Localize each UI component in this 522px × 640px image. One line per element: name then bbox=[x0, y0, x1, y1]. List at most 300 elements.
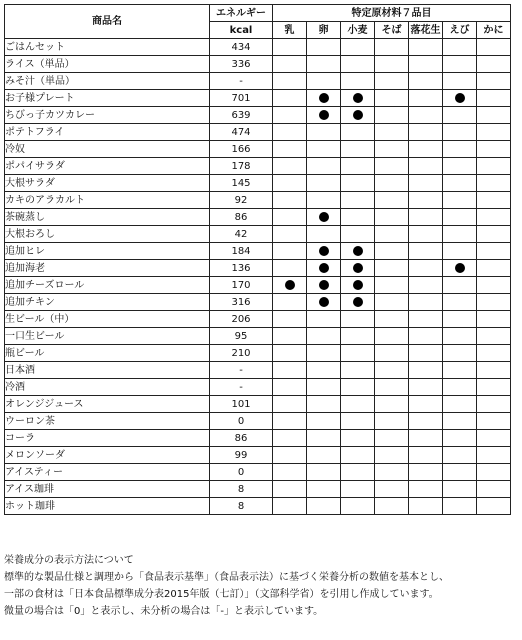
product-name: アイスティー bbox=[5, 464, 210, 481]
allergen-cell bbox=[307, 124, 341, 141]
table-row bbox=[5, 141, 511, 158]
allergen-cell bbox=[307, 56, 341, 73]
product-name: 瓶ビール bbox=[5, 345, 210, 362]
energy-value: 86 bbox=[210, 209, 273, 226]
allergen-cell bbox=[273, 141, 307, 158]
allergen-cell bbox=[375, 345, 409, 362]
energy-value: - bbox=[210, 379, 273, 396]
allergen-cell bbox=[341, 192, 375, 209]
allergen-cell bbox=[477, 56, 511, 73]
allergen-cell bbox=[273, 345, 307, 362]
allergen-cell bbox=[273, 447, 307, 464]
allergen-cell bbox=[409, 345, 443, 362]
product-name: 一口生ビール bbox=[5, 328, 210, 345]
allergen-cell bbox=[307, 379, 341, 396]
allergen-cell bbox=[273, 464, 307, 481]
energy-value: - bbox=[210, 362, 273, 379]
allergen-cell bbox=[477, 226, 511, 243]
table-row bbox=[5, 328, 511, 345]
allergen-cell bbox=[341, 90, 375, 107]
allergen-cell bbox=[273, 277, 307, 294]
allergen-cell bbox=[443, 260, 477, 277]
allergen-cell bbox=[477, 481, 511, 498]
product-name: コーラ bbox=[5, 430, 210, 447]
allergen-cell bbox=[443, 481, 477, 498]
table-row bbox=[5, 362, 511, 379]
allergen-cell bbox=[375, 209, 409, 226]
allergen-cell bbox=[375, 481, 409, 498]
table-row bbox=[5, 260, 511, 277]
allergen-cell bbox=[375, 464, 409, 481]
allergen-cell bbox=[375, 311, 409, 328]
allergen-cell bbox=[341, 39, 375, 56]
allergen-cell bbox=[273, 158, 307, 175]
allergen-cell bbox=[443, 226, 477, 243]
energy-value: 316 bbox=[210, 294, 273, 311]
allergen-cell bbox=[409, 56, 443, 73]
product-name: オレンジジュース bbox=[5, 396, 210, 413]
table-row bbox=[5, 379, 511, 396]
energy-value: 95 bbox=[210, 328, 273, 345]
product-name: 追加チーズロール bbox=[5, 277, 210, 294]
allergen-cell bbox=[443, 124, 477, 141]
allergen-cell bbox=[273, 192, 307, 209]
energy-value: - bbox=[210, 73, 273, 90]
table-row bbox=[5, 192, 511, 209]
allergen-cell bbox=[341, 260, 375, 277]
allergen-cell bbox=[477, 73, 511, 90]
energy-value: 639 bbox=[210, 107, 273, 124]
allergen-cell bbox=[341, 73, 375, 90]
allergen-cell bbox=[375, 294, 409, 311]
allergen-cell bbox=[409, 464, 443, 481]
product-name: 追加ヒレ bbox=[5, 243, 210, 260]
allergen-cell bbox=[375, 90, 409, 107]
allergen-cell bbox=[375, 107, 409, 124]
allergen-cell bbox=[409, 260, 443, 277]
allergen-cell bbox=[307, 73, 341, 90]
table-row bbox=[5, 243, 511, 260]
table-row bbox=[5, 209, 511, 226]
allergen-header: 卵 bbox=[307, 22, 341, 39]
allergen-cell bbox=[341, 362, 375, 379]
table-row bbox=[5, 345, 511, 362]
allergen-cell bbox=[375, 124, 409, 141]
allergen-dot-icon bbox=[319, 263, 329, 273]
allergen-cell bbox=[477, 209, 511, 226]
allergen-cell bbox=[477, 243, 511, 260]
product-name: ウーロン茶 bbox=[5, 413, 210, 430]
allergen-cell bbox=[409, 141, 443, 158]
allergen-cell bbox=[273, 56, 307, 73]
allergen-cell bbox=[307, 158, 341, 175]
allergen-cell bbox=[375, 277, 409, 294]
allergen-cell bbox=[375, 396, 409, 413]
allergen-dot-icon bbox=[455, 93, 465, 103]
allergen-cell bbox=[341, 209, 375, 226]
allergen-dot-icon bbox=[285, 280, 295, 290]
product-name: アイス珈琲 bbox=[5, 481, 210, 498]
allergen-cell bbox=[341, 243, 375, 260]
allergen-cell bbox=[443, 413, 477, 430]
energy-value: 170 bbox=[210, 277, 273, 294]
allergen-cell bbox=[273, 209, 307, 226]
allergen-dot-icon bbox=[353, 280, 363, 290]
allergen-cell bbox=[443, 175, 477, 192]
notes-line: 微量の場合は「0」と表示し、未分析の場合は「-」と表示しています。 bbox=[4, 606, 324, 617]
energy-value: 42 bbox=[210, 226, 273, 243]
energy-value: 184 bbox=[210, 243, 273, 260]
energy-value: 210 bbox=[210, 345, 273, 362]
allergen-cell bbox=[477, 294, 511, 311]
allergen-header: 乳 bbox=[273, 22, 307, 39]
table-row bbox=[5, 430, 511, 447]
allergen-cell bbox=[477, 498, 511, 515]
allergen-table bbox=[4, 4, 511, 515]
allergen-cell bbox=[273, 430, 307, 447]
allergen-cell bbox=[477, 413, 511, 430]
allergen-dot-icon bbox=[353, 93, 363, 103]
product-name: みそ汁（単品） bbox=[5, 73, 210, 90]
allergen-cell bbox=[477, 430, 511, 447]
allergen-cell bbox=[273, 311, 307, 328]
product-name: 追加海老 bbox=[5, 260, 210, 277]
allergen-cell bbox=[341, 464, 375, 481]
allergen-cell bbox=[273, 260, 307, 277]
allergen-cell bbox=[477, 158, 511, 175]
allergen-cell bbox=[443, 447, 477, 464]
allergen-dot-icon bbox=[319, 297, 329, 307]
allergen-cell bbox=[443, 498, 477, 515]
energy-value: 0 bbox=[210, 413, 273, 430]
table-row bbox=[5, 396, 511, 413]
product-name: 大根おろし bbox=[5, 226, 210, 243]
allergen-cell bbox=[307, 175, 341, 192]
allergen-cell bbox=[307, 396, 341, 413]
allergen-cell bbox=[341, 226, 375, 243]
allergen-cell bbox=[375, 498, 409, 515]
table-row bbox=[5, 107, 511, 124]
allergen-dot-icon bbox=[319, 93, 329, 103]
product-name: メロンソーダ bbox=[5, 447, 210, 464]
table-row bbox=[5, 447, 511, 464]
energy-value: 474 bbox=[210, 124, 273, 141]
allergen-cell bbox=[307, 498, 341, 515]
allergen-cell bbox=[409, 396, 443, 413]
product-name: お子様プレート bbox=[5, 90, 210, 107]
allergen-cell bbox=[477, 141, 511, 158]
allergen-dot-icon bbox=[319, 246, 329, 256]
allergen-cell bbox=[341, 345, 375, 362]
allergen-cell bbox=[409, 498, 443, 515]
allergen-cell bbox=[273, 124, 307, 141]
allergen-cell bbox=[443, 158, 477, 175]
allergen-cell bbox=[409, 124, 443, 141]
product-name: 日本酒 bbox=[5, 362, 210, 379]
allergen-cell bbox=[341, 498, 375, 515]
allergen-cell bbox=[443, 464, 477, 481]
allergen-cell bbox=[273, 90, 307, 107]
table-row bbox=[5, 413, 511, 430]
product-name: 冷奴 bbox=[5, 141, 210, 158]
allergen-cell bbox=[409, 158, 443, 175]
allergen-cell bbox=[443, 379, 477, 396]
allergen-cell bbox=[341, 124, 375, 141]
allergen-cell bbox=[409, 481, 443, 498]
allergen-cell bbox=[409, 107, 443, 124]
allergen-cell bbox=[375, 175, 409, 192]
allergen-cell bbox=[273, 226, 307, 243]
energy-value: 206 bbox=[210, 311, 273, 328]
allergen-header: えび bbox=[443, 22, 477, 39]
allergen-cell bbox=[477, 90, 511, 107]
allergen-cell bbox=[443, 90, 477, 107]
table-row bbox=[5, 158, 511, 175]
allergen-cell bbox=[273, 39, 307, 56]
product-name: ホット珈琲 bbox=[5, 498, 210, 515]
allergen-cell bbox=[341, 175, 375, 192]
allergen-cell bbox=[341, 277, 375, 294]
allergen-cell bbox=[307, 277, 341, 294]
table-row bbox=[5, 90, 511, 107]
allergen-cell bbox=[409, 175, 443, 192]
allergen-cell bbox=[443, 141, 477, 158]
table-row bbox=[5, 464, 511, 481]
allergen-cell bbox=[409, 39, 443, 56]
allergen-dot-icon bbox=[353, 297, 363, 307]
allergen-cell bbox=[477, 192, 511, 209]
allergen-cell bbox=[375, 260, 409, 277]
allergen-cell bbox=[477, 396, 511, 413]
allergen-cell bbox=[273, 481, 307, 498]
allergen-cell bbox=[341, 447, 375, 464]
energy-value: 99 bbox=[210, 447, 273, 464]
product-name: 追加チキン bbox=[5, 294, 210, 311]
allergen-cell bbox=[307, 362, 341, 379]
allergen-cell bbox=[307, 90, 341, 107]
allergen-cell bbox=[341, 158, 375, 175]
allergen-cell bbox=[273, 175, 307, 192]
allergen-cell bbox=[341, 107, 375, 124]
product-name: ちびっ子カツカレー bbox=[5, 107, 210, 124]
allergen-cell bbox=[341, 413, 375, 430]
allergen-cell bbox=[409, 294, 443, 311]
allergen-cell bbox=[273, 379, 307, 396]
allergen-header: そば bbox=[375, 22, 409, 39]
allergen-cell bbox=[443, 107, 477, 124]
allergen-cell bbox=[375, 379, 409, 396]
allergen-cell bbox=[443, 209, 477, 226]
allergen-cell bbox=[477, 362, 511, 379]
allergen-cell bbox=[307, 141, 341, 158]
allergen-cell bbox=[375, 362, 409, 379]
allergen-cell bbox=[307, 226, 341, 243]
allergen-dot-icon bbox=[319, 110, 329, 120]
energy-value: 336 bbox=[210, 56, 273, 73]
allergen-cell bbox=[375, 447, 409, 464]
allergen-header: かに bbox=[477, 22, 511, 39]
allergen-dot-icon bbox=[353, 110, 363, 120]
allergen-cell bbox=[477, 379, 511, 396]
product-name: ライス（単品） bbox=[5, 56, 210, 73]
allergen-cell bbox=[409, 311, 443, 328]
allergen-cell bbox=[307, 345, 341, 362]
energy-value: 101 bbox=[210, 396, 273, 413]
allergen-cell bbox=[409, 277, 443, 294]
allergen-cell bbox=[477, 311, 511, 328]
allergen-cell bbox=[477, 107, 511, 124]
allergen-cell bbox=[307, 192, 341, 209]
allergen-cell bbox=[443, 192, 477, 209]
allergen-cell bbox=[307, 430, 341, 447]
allergen-cell bbox=[409, 413, 443, 430]
product-name: ごはんセット bbox=[5, 39, 210, 56]
allergen-cell bbox=[477, 39, 511, 56]
allergen-cell bbox=[477, 328, 511, 345]
allergen-cell bbox=[409, 192, 443, 209]
allergen-cell bbox=[307, 447, 341, 464]
allergen-cell bbox=[375, 226, 409, 243]
nutrition-notes bbox=[4, 552, 449, 620]
allergen-cell bbox=[443, 396, 477, 413]
allergen-cell bbox=[375, 413, 409, 430]
allergen-cell bbox=[443, 345, 477, 362]
energy-value: 136 bbox=[210, 260, 273, 277]
allergen-cell bbox=[341, 56, 375, 73]
table-row bbox=[5, 226, 511, 243]
allergen-header: 小麦 bbox=[341, 22, 375, 39]
energy-value: 145 bbox=[210, 175, 273, 192]
allergen-cell bbox=[375, 192, 409, 209]
allergen-cell bbox=[409, 362, 443, 379]
energy-value: 8 bbox=[210, 481, 273, 498]
allergen-cell bbox=[341, 328, 375, 345]
allergen-cell bbox=[409, 73, 443, 90]
product-name: ポテトフライ bbox=[5, 124, 210, 141]
table-row bbox=[5, 294, 511, 311]
allergen-header: 落花生 bbox=[409, 22, 443, 39]
allergen-cell bbox=[307, 481, 341, 498]
allergen-cell bbox=[273, 73, 307, 90]
energy-value: 178 bbox=[210, 158, 273, 175]
allergen-cell bbox=[477, 175, 511, 192]
allergen-cell bbox=[409, 328, 443, 345]
energy-value: 0 bbox=[210, 464, 273, 481]
allergen-cell bbox=[477, 447, 511, 464]
allergen-cell bbox=[341, 430, 375, 447]
allergen-cell bbox=[307, 39, 341, 56]
allergen-cell bbox=[273, 498, 307, 515]
allergen-cell bbox=[409, 430, 443, 447]
allergen-cell bbox=[375, 73, 409, 90]
product-name-header: 商品名 bbox=[5, 5, 210, 39]
allergen-dot-icon bbox=[353, 246, 363, 256]
allergen-cell bbox=[307, 107, 341, 124]
allergen-cell bbox=[409, 243, 443, 260]
allergen-cell bbox=[307, 328, 341, 345]
allergen-cell bbox=[307, 464, 341, 481]
allergen-cell bbox=[477, 277, 511, 294]
allergen-cell bbox=[409, 226, 443, 243]
allergen-cell bbox=[273, 413, 307, 430]
table-row bbox=[5, 481, 511, 498]
allergen-cell bbox=[443, 430, 477, 447]
energy-unit-header: kcal bbox=[210, 22, 273, 39]
allergen-dot-icon bbox=[319, 212, 329, 222]
allergen-cell bbox=[443, 73, 477, 90]
allergen-cell bbox=[409, 209, 443, 226]
table-row bbox=[5, 73, 511, 90]
energy-value: 701 bbox=[210, 90, 273, 107]
allergen-cell bbox=[375, 141, 409, 158]
allergen-cell bbox=[443, 311, 477, 328]
allergen-cell bbox=[375, 243, 409, 260]
allergen-cell bbox=[273, 243, 307, 260]
allergen-cell bbox=[273, 362, 307, 379]
allergen-cell bbox=[443, 362, 477, 379]
allergen-cell bbox=[409, 447, 443, 464]
product-name: ポパイサラダ bbox=[5, 158, 210, 175]
notes-title: 栄養成分の表示方法について bbox=[4, 555, 134, 566]
allergen-cell bbox=[341, 379, 375, 396]
allergen-cell bbox=[307, 209, 341, 226]
allergen-cell bbox=[307, 243, 341, 260]
energy-value: 166 bbox=[210, 141, 273, 158]
allergen-cell bbox=[443, 328, 477, 345]
allergen-cell bbox=[273, 396, 307, 413]
allergen-cell bbox=[443, 243, 477, 260]
allergen-cell bbox=[443, 39, 477, 56]
notes-line: 一部の食材は「日本食品標準成分表2015年版（七訂）」（文部科学省）を引用し作成しています。 bbox=[4, 589, 439, 600]
allergen-cell bbox=[341, 396, 375, 413]
allergen-cell bbox=[307, 294, 341, 311]
allergen-cell bbox=[307, 260, 341, 277]
allergen-cell bbox=[273, 328, 307, 345]
allergen-cell bbox=[307, 311, 341, 328]
allergen-dot-icon bbox=[455, 263, 465, 273]
allergen-cell bbox=[375, 158, 409, 175]
energy-value: 434 bbox=[210, 39, 273, 56]
product-name: 冷酒 bbox=[5, 379, 210, 396]
product-name: 生ビール（中） bbox=[5, 311, 210, 328]
allergen-cell bbox=[477, 260, 511, 277]
allergen-cell bbox=[409, 90, 443, 107]
allergen-cell bbox=[443, 294, 477, 311]
notes-line: 標準的な製品仕様と調理から「食品表示基準」（食品表示法）に基づく栄養分析の数値を基本とし、 bbox=[4, 572, 449, 583]
allergen-cell bbox=[307, 413, 341, 430]
product-name: カキのアラカルト bbox=[5, 192, 210, 209]
allergen-cell bbox=[375, 430, 409, 447]
allergen-cell bbox=[341, 311, 375, 328]
table-row bbox=[5, 56, 511, 73]
product-name: 大根サラダ bbox=[5, 175, 210, 192]
allergen-cell bbox=[477, 345, 511, 362]
allergen-cell bbox=[341, 294, 375, 311]
allergen-cell bbox=[477, 124, 511, 141]
table-row bbox=[5, 124, 511, 141]
allergen-cell bbox=[273, 107, 307, 124]
energy-value: 86 bbox=[210, 430, 273, 447]
allergen-cell bbox=[341, 481, 375, 498]
allergen-group-header: 特定原材料７品目 bbox=[273, 5, 511, 22]
product-name: 茶碗蒸し bbox=[5, 209, 210, 226]
table-row bbox=[5, 39, 511, 56]
allergen-cell bbox=[375, 39, 409, 56]
table-row bbox=[5, 311, 511, 328]
allergen-cell bbox=[443, 56, 477, 73]
allergen-cell bbox=[273, 294, 307, 311]
allergen-dot-icon bbox=[353, 263, 363, 273]
